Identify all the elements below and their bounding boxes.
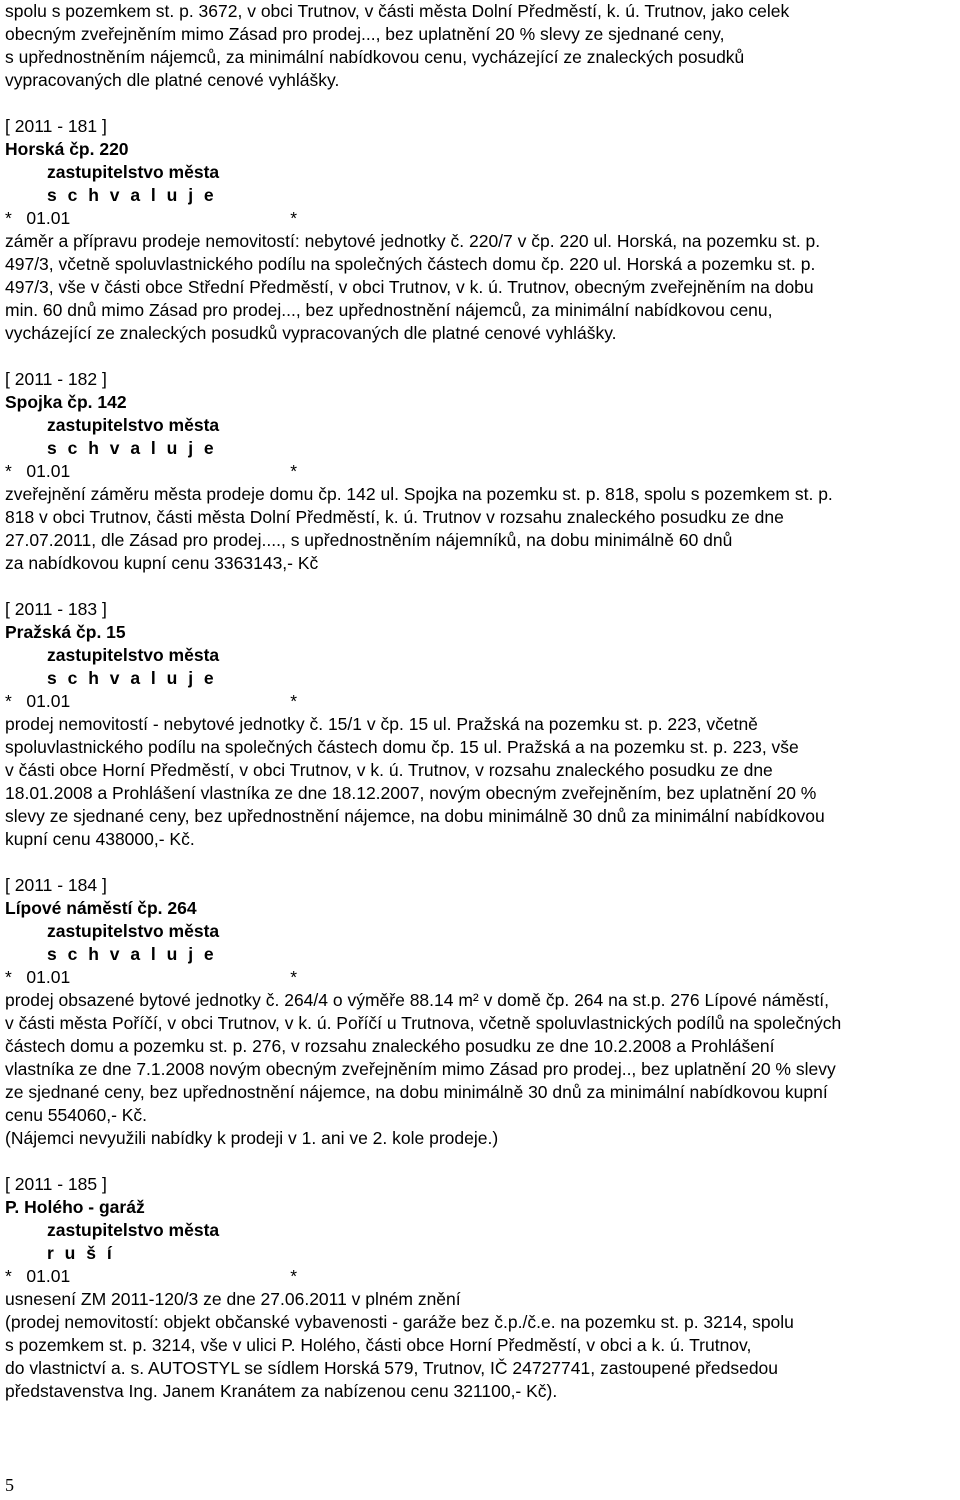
resolution-title: P. Holého - garáž [5,1197,145,1217]
resolution-text-line: 497/3, včetně spoluvlastnického podílu na společných částech domu čp. 220 ul. Horská a pozemku st. p. [5,254,816,274]
resolution-text-line: usnesení ZM 2011-120/3 ze dne 27.06.2011 v plném znění [5,1289,461,1309]
resolution-text-line: kupní cenu 438000,- Kč. [5,829,195,849]
resolution-code: * 01.01 [5,1266,71,1286]
document-page [5,0,957,1403]
resolution-code-star: * [290,691,298,711]
resolution-verb: r u š í [47,1243,115,1263]
resolution-code: * 01.01 [5,208,71,228]
resolution-text-line: spoluvlastnického podílu na společných částech domu čp. 15 ul. Pražská a na pozemku st. p. 223, vše [5,737,799,757]
resolution-text-line: (prodej nemovitostí: objekt občanské vybavenosti - garáže bez č.p./č.e. na pozemku st. p. 3214, spolu [5,1312,794,1332]
resolution-text-line: cenu 554060,- Kč. [5,1105,148,1125]
resolution-2011-183 [5,598,957,851]
resolution-verb: s c h v a l u j e [47,944,217,964]
resolution-ref: [ 2011 - 183 ] [5,599,107,619]
resolution-text-line: 18.01.2008 a Prohlášení vlastníka ze dne 18.12.2007, novým obecným zveřejněním, bez uplatnění 20 % [5,783,817,803]
resolution-text-line: záměr a přípravu prodeje nemovitostí: nebytové jednotky č. 220/7 v čp. 220 ul. Horská, na pozemku st. p. [5,231,821,251]
resolution-code-line [5,690,957,713]
resolution-ref: [ 2011 - 182 ] [5,369,107,389]
resolution-text-line: vycházející ze znaleckých posudků vypracovaných dle platné cenové vyhlášky. [5,323,617,343]
resolution-code-line [5,207,957,230]
intro-line: obecným zveřejněním mimo Zásad pro prodej..., bez uplatnění 20 % slevy ze sjednané ceny, [5,24,725,44]
resolution-code: * 01.01 [5,967,71,987]
resolution-code: * 01.01 [5,691,71,711]
intro-line: s upřednostněním nájemců, za minimální nabídkovou cenu, vycházející ze znaleckých posudků [5,47,745,67]
resolution-text-line: do vlastnictví a. s. AUTOSTYL se sídlem Horská 579, Trutnov, IČ 24727741, zastoupené předsedou [5,1358,779,1378]
resolution-code-line [5,1265,957,1288]
resolution-code-star: * [290,461,298,481]
resolution-2011-185 [5,1173,957,1403]
resolution-2011-184 [5,874,957,1150]
resolution-ref: [ 2011 - 185 ] [5,1174,107,1194]
resolution-verb: s c h v a l u j e [47,668,217,688]
resolution-text-line: min. 60 dnů mimo Zásad pro prodej..., bez upřednostnění nájemců, za minimální nabídkovou cenu, [5,300,773,320]
resolution-text-line: prodej obsazené bytové jednotky č. 264/4 o výměře 88.14 m² v domě čp. 264 na st.p. 276 Lípové náměstí, [5,990,829,1010]
resolution-text-line: s pozemkem st. p. 3214, vše v ulici P. Holého, části obce Horní Předměstí, v obci a k. ú. Trutnov, [5,1335,752,1355]
resolution-title: Horská čp. 220 [5,139,129,159]
resolution-text-line: slevy ze sjednané ceny, bez upřednostnění nájemce, na dobu minimálně 30 dnů za minimální nabídkovou [5,806,825,826]
resolution-code-star: * [290,1266,298,1286]
resolution-text-line: ze sjednané ceny, bez upřednostnění nájemce, na dobu minimálně 30 dnů za minimální nabídkovou kupní [5,1082,828,1102]
resolution-text-line: zveřejnění záměru města prodeje domu čp. 142 ul. Spojka na pozemku st. p. 818, spolu s pozemkem st. p. [5,484,833,504]
resolution-verb: s c h v a l u j e [47,185,217,205]
resolution-code-star: * [290,967,298,987]
resolution-title: Pražská čp. 15 [5,622,126,642]
resolution-text-line: 497/3, vše v části obce Střední Předměstí, v obci Trutnov, v k. ú. Trutnov, obecným zveřejněním na dobu [5,277,814,297]
resolution-title: Lípové náměstí čp. 264 [5,898,197,918]
intro-line: vypracovaných dle platné cenové vyhlášky. [5,70,340,90]
resolution-body: zastupitelstvo města [47,162,220,182]
resolution-verb: s c h v a l u j e [47,438,217,458]
resolution-body: zastupitelstvo města [47,921,220,941]
resolution-body: zastupitelstvo města [47,1220,220,1240]
resolution-2011-182 [5,368,957,575]
resolution-body: zastupitelstvo města [47,645,220,665]
resolution-code-line [5,460,957,483]
resolution-text-line: prodej nemovitostí - nebytové jednotky č. 15/1 v čp. 15 ul. Pražská na pozemku st. p. 223, včetně [5,714,758,734]
resolution-body: zastupitelstvo města [47,415,220,435]
resolution-text-line: za nabídkovou kupní cenu 3363143,- Kč [5,553,319,573]
resolution-text-line: v části obce Horní Předměstí, v obci Trutnov, v k. ú. Trutnov, v rozsahu znaleckého posudku ze dne [5,760,773,780]
resolution-code-star: * [290,208,298,228]
resolution-code-line [5,966,957,989]
resolution-text-line: v části města Poříčí, v obci Trutnov, v k. ú. Poříčí u Trutnova, včetně spoluvlastnických podílů na společných [5,1013,842,1033]
resolution-text-line: vlastníka ze dne 7.1.2008 novým obecným zveřejněním mimo Zásad pro prodej.., bez uplatnění 20 % slevy [5,1059,836,1079]
intro-paragraph [5,0,957,92]
resolution-text-line: představenstva Ing. Janem Kranátem za nabízenou cenu 321100,- Kč). [5,1381,558,1401]
resolution-ref: [ 2011 - 181 ] [5,116,107,136]
resolution-title: Spojka čp. 142 [5,392,127,412]
resolution-2011-181 [5,115,957,345]
resolution-text-line: (Nájemci nevyužili nabídky k prodeji v 1. ani ve 2. kole prodeje.) [5,1128,499,1148]
resolution-ref: [ 2011 - 184 ] [5,875,107,895]
resolution-text-line: 818 v obci Trutnov, části města Dolní Předměstí, k. ú. Trutnov v rozsahu znaleckého posudku ze dne [5,507,784,527]
intro-line: spolu s pozemkem st. p. 3672, v obci Trutnov, v části města Dolní Předměstí, k. ú. Trutnov, jako celek [5,1,790,21]
resolution-code: * 01.01 [5,461,71,481]
resolution-text-line: částech domu a pozemku st. p. 276, v rozsahu znaleckého posudku ze dne 10.2.2008 a Prohlášení [5,1036,775,1056]
page-number: 5 [5,1475,14,1495]
resolution-text-line: 27.07.2011, dle Zásad pro prodej...., s upřednostněním nájemníků, na dobu minimálně 60 dnů [5,530,733,550]
